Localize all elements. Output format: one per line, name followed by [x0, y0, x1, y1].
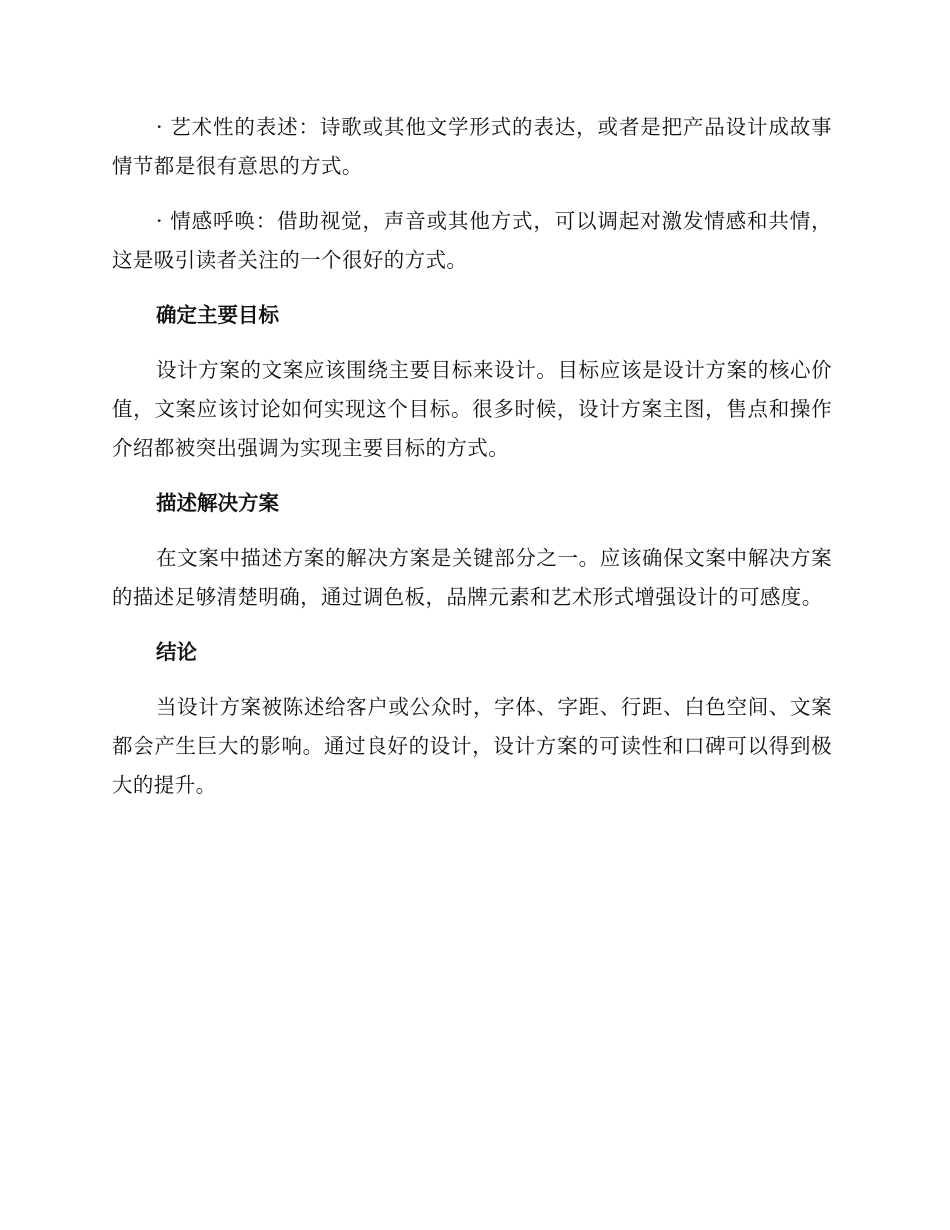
paragraph-describe-solution: 在文案中描述方案的解决方案是关键部分之一。应该确保文案中解决方案的描述足够清楚明确，通过调色板，品牌元素和艺术形式增强设计的可感度。 — [112, 546, 832, 609]
document-page — [112, 108, 832, 821]
paragraph-conclusion: 当设计方案被陈述给客户或公众时，字体、字距、行距、白色空间、文案都会产生巨大的影响。通过良好的设计，设计方案的可读性和口碑可以得到极大的提升。 — [112, 695, 832, 797]
heading-describe-solution: 描述解决方案 — [156, 491, 279, 515]
bullet-emotional-appeal: · 情感呼唤：借助视觉，声音或其他方式，可以调起对激发情感和共情，这是吸引读者关注的一个很好的方式。 — [112, 209, 832, 272]
heading-main-goal: 确定主要目标 — [156, 303, 279, 327]
paragraph-main-goal: 设计方案的文案应该围绕主要目标来设计。目标应该是设计方案的核心价值，文案应该讨论如何实现这个目标。很多时候，设计方案主图，售点和操作介绍都被突出强调为实现主要目标的方式。 — [112, 358, 832, 460]
heading-conclusion: 结论 — [156, 640, 197, 664]
bullet-artistic-expression: · 艺术性的表述：诗歌或其他文学形式的表达，或者是把产品设计成故事情节都是很有意思的方式。 — [112, 115, 832, 178]
